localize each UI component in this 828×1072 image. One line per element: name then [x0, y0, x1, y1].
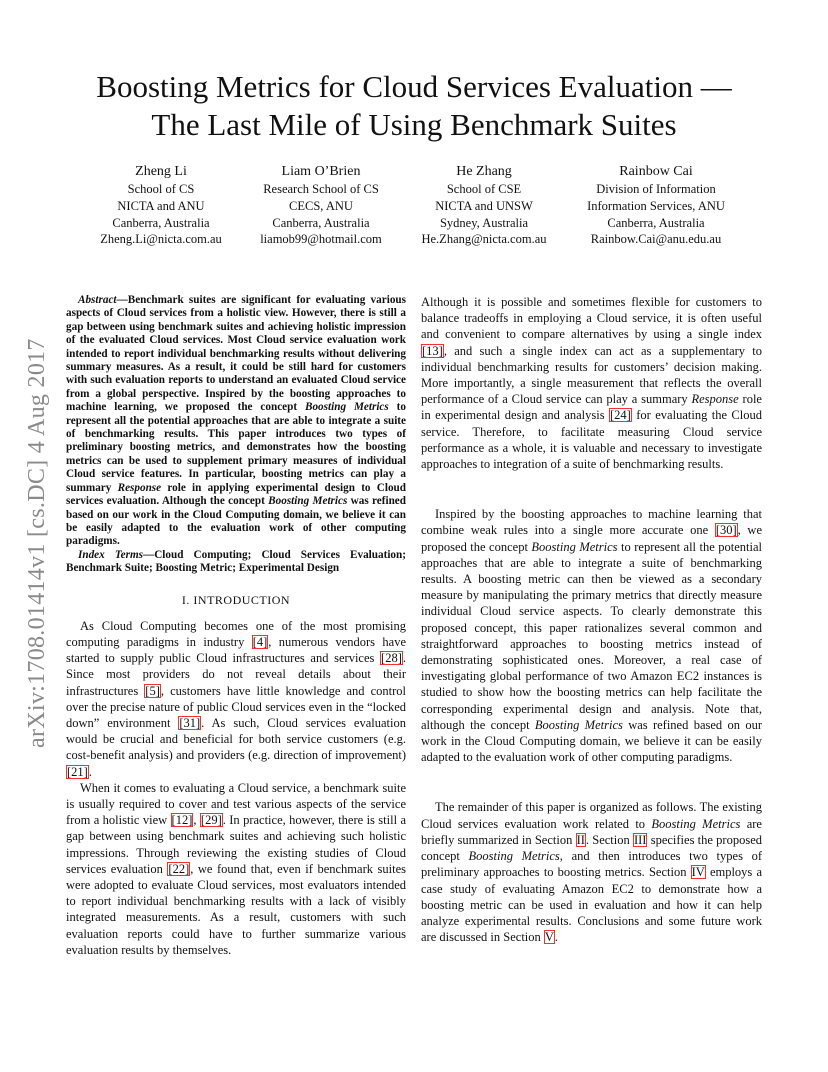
section-link[interactable]: II [576, 832, 585, 847]
section-link[interactable]: III [633, 832, 647, 847]
right-column [421, 294, 762, 945]
citation-link[interactable]: [4] [252, 634, 268, 649]
author-email[interactable]: Rainbow.Cai@anu.edu.au [590, 232, 722, 247]
author-affiliation: Research School of CS [263, 182, 379, 196]
author-3 [394, 163, 574, 248]
author-email[interactable]: Zheng.Li@nicta.com.au [100, 232, 222, 247]
author-name: Zheng Li [135, 164, 187, 179]
author-location: Canberra, Australia [112, 215, 210, 230]
author-affiliation: NICTA and UNSW [435, 198, 533, 213]
author-email[interactable]: liamob99@hotmail.com [260, 232, 382, 247]
citation-link[interactable]: [30] [715, 523, 737, 538]
intro-paragraph-4: Inspired by the boosting approaches to machine learning that combine weak rules into a single more accurate one [30], we proposed the concept Boosting Metrics to represent all the potential approaches that are able to integrate a suite of benchmarking results. A boosting metric can then be viewed as a secondary measure by manipulating the primary metrics that directly measure individual Cloud service aspects. To clearly demonstrate this proposed concept, this paper rationalizes several common and straightforward approaches to boosting metrics instead of demonstrating sophisticated ones. Moreover, a real case of investigating global performance of two Amazon EC2 instances is studied to show how the boosting metrics can help facilitate the corresponding experimental design and analysis. Note that, although the concept Boosting Metrics was refined based on our work in the Cloud Computing domain, we believe it can be easily adapted to the evaluation work of other computing paradigms. [421, 507, 762, 765]
author-2 [231, 163, 411, 248]
author-location: Sydney, Australia [439, 215, 529, 230]
author-1 [71, 163, 251, 248]
author-affiliation: CECS, ANU [289, 198, 353, 213]
intro-paragraph-2: When it comes to evaluating a Cloud service, a benchmark suite is usually required to cover and test various aspects of the service from a holistic view [12], [29]. In practice, however, there is still a gap between using benchmark suites and achieving such holistic impressions. Through reviewing the existing studies of Cloud services evaluation [22], we found that, even if benchmark suites were adopted to evaluate Cloud services, most evaluators intended to report individual benchmarking results with a lack of visibly integrated measurements. As a result, customers with such evaluation reports could have to further summarize various evaluation results by themselves. [66, 780, 407, 957]
citation-link[interactable]: [21] [67, 764, 88, 779]
author-name: Liam O’Brien [281, 164, 361, 179]
intro-paragraph-3: Although it is possible and sometimes flexible for customers to balance tradeoffs in employing a Cloud service, it is often useful and convenient to compare alternatives by using a single index [13], and such a single index can act as a supplementary to individual benchmarking results for customers’ decision making. More importantly, a single measurement that reflects the overall performance of a Cloud service can play a summary Response role in experimental design and analysis [24] for evaluating the Cloud service. Therefore, to facilitate measuring Cloud service performance as a whole, it is valuable and necessary to investigate approaches to integration of a suite of benchmarking results. [421, 295, 762, 472]
author-email[interactable]: He.Zhang@nicta.com.au [421, 232, 547, 247]
citation-link[interactable]: [12] [171, 813, 193, 828]
title-line-2: The Last Mile of Using Benchmark Suites [151, 107, 677, 142]
author-affiliation: School of CS [127, 182, 195, 196]
citation-link[interactable]: [22] [168, 861, 190, 876]
citation-link[interactable]: [13] [422, 343, 443, 358]
citation-link[interactable]: [31] [179, 715, 201, 730]
citation-link[interactable]: [24] [610, 408, 631, 423]
title-line-1: Boosting Metrics for Cloud Services Evaluation — [96, 69, 732, 104]
section-link[interactable]: V [544, 930, 554, 945]
abstract-label: Abstract [78, 294, 117, 306]
citation-link[interactable]: [28] [381, 651, 402, 666]
author-name: Rainbow Cai [619, 164, 693, 179]
index-terms: Index Terms—Cloud Computing; Cloud Services Evaluation; Benchmark Suite; Boosting Metric; Experimental Design [66, 548, 406, 575]
citation-link[interactable]: [5] [145, 683, 160, 698]
intro-paragraph-5: The remainder of this paper is organized as follows. The existing Cloud services evaluation work related to Boosting Metrics are briefly summarized in Section II. Section III specifies the proposed concept Boosting Metrics, and then introduces two types of preliminary approaches to boosting metrics. Section IV employs a case study of evaluating Amazon EC2 to demonstrate how a boosting metric can be used in evaluation and how it can help analyze experimental results. Conclusions and some future work are discussed in Section V. [421, 800, 763, 945]
author-location: Canberra, Australia [607, 215, 705, 230]
left-column [66, 294, 406, 958]
author-affiliation: School of CSE [446, 182, 522, 196]
author-affiliation: NICTA and ANU [117, 198, 205, 213]
author-4 [566, 163, 746, 248]
section-heading: I. INTRODUCTION [181, 592, 291, 607]
author-name: He Zhang [456, 164, 512, 179]
author-block [0, 163, 828, 253]
author-affiliation: Division of Information [596, 182, 716, 196]
section-link[interactable]: IV [691, 865, 705, 880]
author-location: Canberra, Australia [272, 215, 370, 230]
abstract-paragraph: Abstract—Benchmark suites are significant for evaluating various aspects of Cloud services from a holistic view. However, there is still a gap between using benchmark suites and achieving holistic impression of the evaluated Cloud services. Most Cloud service evaluation work intended to report individual benchmarking results without delivering summary measures. As a result, it could be still hard for customers with such evaluation reports to understand an evaluated Cloud service from a global perspective. Inspired by the boosting approaches to machine learning, we proposed the concept Boosting Metrics to represent all the potential approaches that are able to integrate a suite of benchmarking results. This paper introduces two types of preliminary boosting metrics, and demonstrates how the boosting metrics can be used to supplement primary measures of individual Cloud service features. In particular, boosting metrics can play a summary Response role in applying experimental design to Cloud services evaluation. Although the concept Boosting Metrics was refined based on our work in the Cloud Computing domain, we believe it can be easily adapted to the evaluation work of other computing paradigms. [66, 294, 406, 548]
index-terms-label: Index Terms [78, 548, 144, 561]
arxiv-stamp: arXiv:1708.01414v1 [cs.DC] 4 Aug 2017 [24, 338, 50, 748]
paper-title [40, 68, 788, 144]
author-affiliation: Information Services, ANU [587, 198, 725, 213]
abstract [66, 294, 406, 576]
intro-paragraph-1: As Cloud Computing becomes one of the most promising computing paradigms in industry [4], numerous vendors have started to supply public Cloud infrastructures and services [28]. Since most providers do not reveal details about their infrastructures [5], customers have little knowledge and control over the precise nature of public Cloud services even in the “locked down” environment [31]. As such, Cloud services evaluation would be crucial and beneficial for both service customers (e.g. cost-benefit analysis) and providers (e.g. direction of improvement) [21]. [66, 618, 406, 779]
citation-link[interactable]: [29] [200, 813, 222, 828]
